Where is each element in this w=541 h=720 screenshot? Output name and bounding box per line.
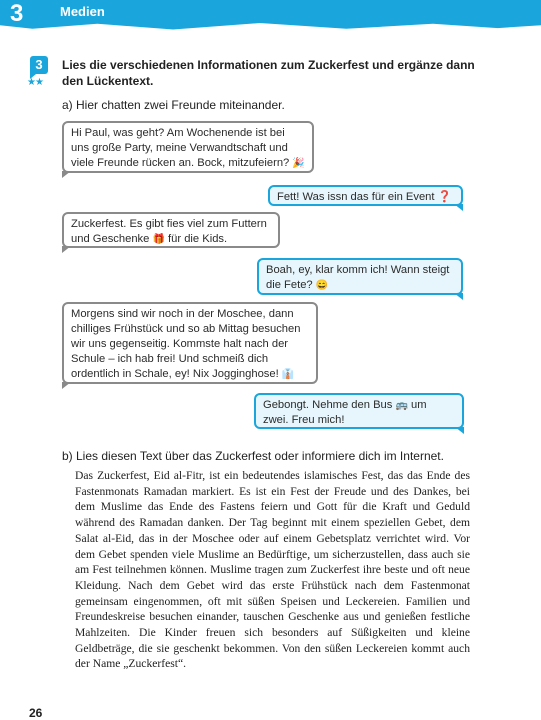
chat-message-left-2 (62, 212, 280, 248)
chapter-number: 3 (10, 0, 24, 27)
task-instruction: Lies die verschiedenen Informationen zum Zuckerfest und ergänze dann den Lückentext. (62, 58, 475, 88)
chat-message-text: für die Kids. (168, 233, 228, 245)
chat-message-text: um zwei. Freu mich! (263, 399, 427, 426)
page-number: 26 (29, 706, 43, 720)
chat-message-text: Zuckerfest. Es gibt fies viel zum Futtern und Geschenke (71, 218, 267, 245)
necktie-icon: 👔 (281, 369, 295, 380)
question-mark-icon: ❓ (437, 191, 452, 203)
part-b-label: b) Lies diesen Text über das Zuckerfest oder informiere dich im Internet. (62, 449, 444, 463)
bus-icon: 🚌 (395, 400, 408, 411)
article-text: Das Zuckerfest, Eid al-Fitr, ist ein bedeutendes islamisches Fest, das das Ende des Fastenmonats Ramadan markiert. Es ist ein Fest der Freude und des Dankes, bei dem Muslime das Ende des Fastens feiern und Gott für die Kraft und Geduld während des Ramadan danken. Der Tag beginnt mit einem speziellen Gebet, dem Salat al-Eid, das in der Moschee oder auf einem Gebetsplatz verrichtet wird. Vor dem Gebet spenden viele Muslime an Bedürftige, um sicherzustellen, dass auch sie am Fest teilnehmen können. Muslime tragen zum Zuckerfest ihre beste und oft neue Kleidung. Nach dem Gebet wird das erste Frühstück nach dem Fastenmonat gemeinsam eingenommen, oft mit süßen Speisen und Leckereien. Familien und Freundeskreise besuchen einander, tauschen Geschenke aus und genießen festliche Mahlzeiten. Die Kinder freuen sich besonders auf Süßigkeiten und kleine Geldbeträge, die sie geschenkt bekommen. Von den süßen Leckereien kommt auch der Name „Zuckerfest“. (75, 469, 470, 671)
chapter-title: Medien (60, 4, 105, 19)
party-popper-icon: 🎉 (292, 158, 305, 169)
part-a-label: a) Hier chatten zwei Freunde miteinander. (62, 98, 285, 112)
chat-message-right-2 (257, 258, 463, 295)
chat-message-text: Hi Paul, was geht? Am Wochenende ist bei uns große Party, meine Verwandtschaft und viele Freunde rücken an. Bock, mitzufeiern? (71, 127, 290, 169)
chat-message-right-3 (254, 393, 464, 429)
difficulty-stars-icon: ★★ (27, 77, 43, 88)
task-number-badge: 3 (30, 56, 48, 74)
chat-message-left-3 (62, 302, 318, 384)
smiling-face-icon: 😄 (315, 280, 329, 291)
chat-message-text: Morgens sind wir noch in der Moschee, dann chilliges Frühstück und so ab Mittag besuchen wir uns gegenseitig. Kommste halt nach der Schule – ich hab frei! Und schmeiß dich ordentlich in Schale, ey! Nix Jogginghose! (71, 308, 301, 380)
chat-message-right-1 (268, 185, 463, 206)
chat-message-text: Boah, ey, klar komm ich! Wann steigt die Fete? (266, 264, 450, 291)
chat-message-left-1 (62, 121, 314, 173)
gift-icon: 🎁 (152, 234, 165, 245)
chat-message-text: Gebongt. Nehme den Bus (263, 399, 393, 411)
chat-message-text: Fett! Was issn das für ein Event (277, 191, 435, 203)
